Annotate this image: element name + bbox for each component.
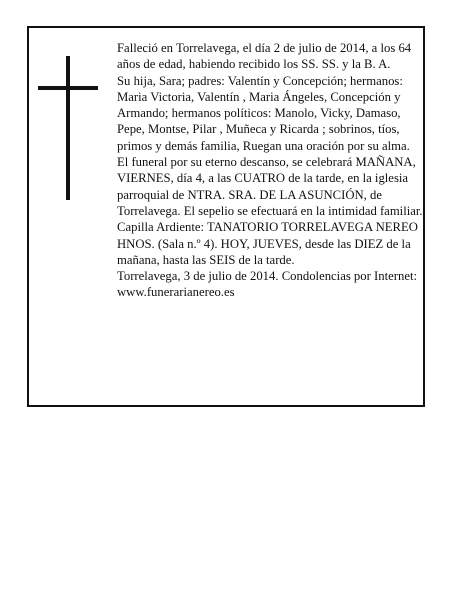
cross-vertical-bar [66, 56, 70, 200]
cross-horizontal-bar [38, 86, 98, 90]
obituary-notice [27, 26, 425, 407]
cross-icon [38, 56, 98, 200]
obituary-paragraph-family-and-funeral: Su hija, Sara; padres: Valentín y Concepción; hermanos: Maria Victoria, Valentín , Maria Ángeles, Concepción y Armando; hermanos políticos: Manolo, Vicky, Damaso, Pepe, Montse, Pilar , Muñeca y Ricarda ; sobrinos, tíos, primos y demás familia, Ruegan una oración por su alma. El funeral por su eterno descanso, se celebrará MAÑANA, VIERNES, día 4, a las CUATRO de la tarde, en la iglesia parroquial de NTRA. SRA. DE LA ASUNCIÓN, de Torrelavega. El sepelio se efectuará en la intimidad familiar. Capilla Ardiente: TANATORIO TORRELAVEGA NEREO HNOS. (Sala n.º 4). HOY, JUEVES, desde las DIEZ de la mañana, hasta las SEIS de la tarde. [117, 73, 423, 267]
obituary-paragraph-date-and-contact: Torrelavega, 3 de julio de 2014. Condolencias por Internet: www.funerarianereo.es [117, 269, 417, 300]
obituary-paragraph-death: Falleció en Torrelavega, el día 2 de julio de 2014, a los 64 años de edad, habiendo recibido los SS. SS. y la B. A. [117, 41, 412, 72]
obituary-text [117, 40, 423, 301]
